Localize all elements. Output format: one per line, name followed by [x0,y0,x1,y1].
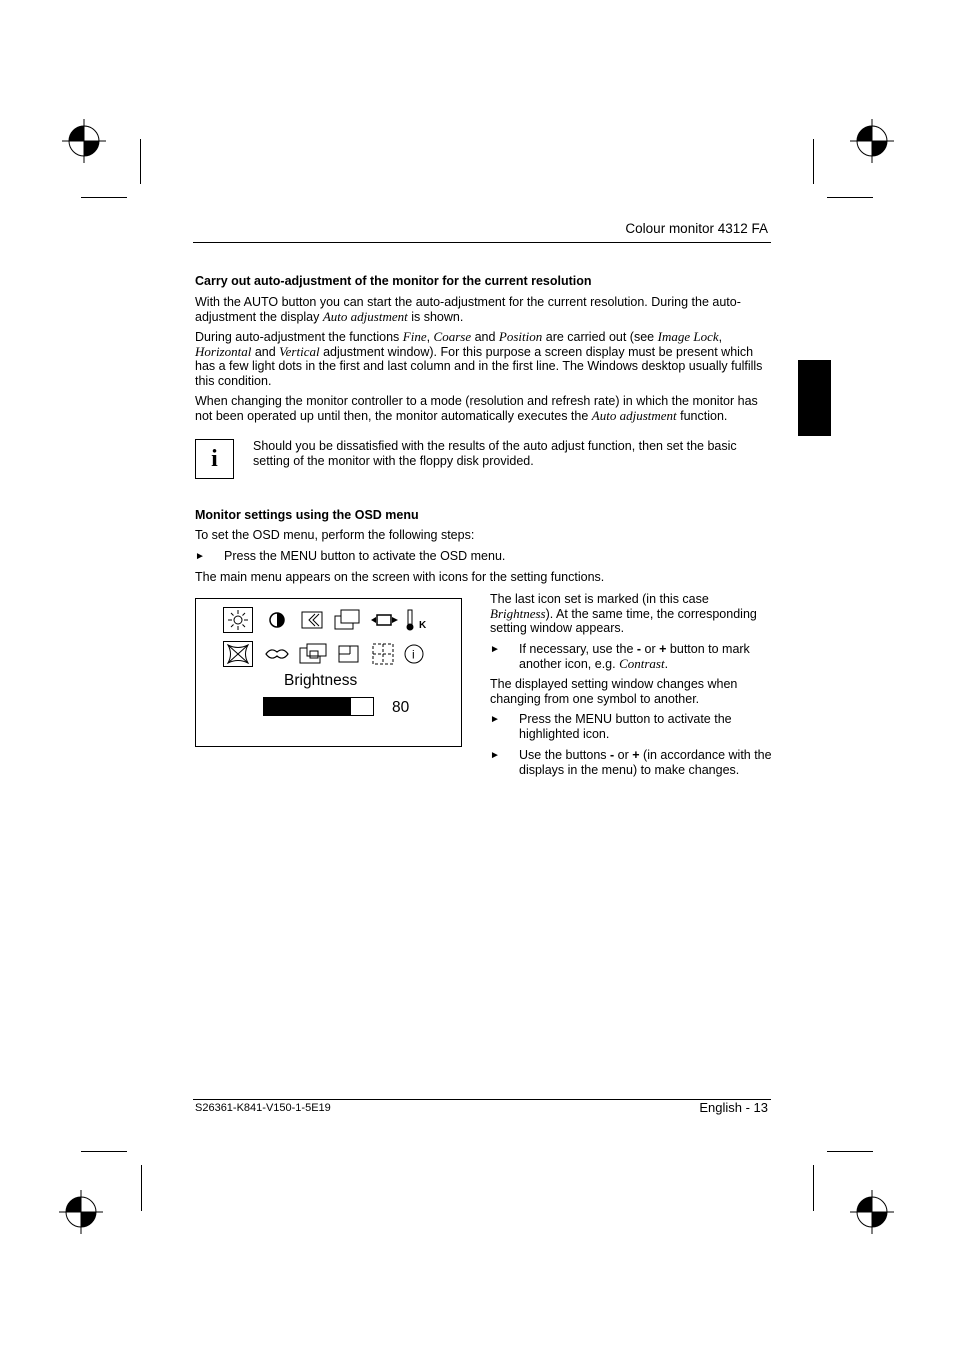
bullet-arrow-icon: ► [490,644,500,655]
osd-level-bar [263,697,374,716]
paragraph: When changing the monitor controller to a mode (resolution and refresh rate) in which the monitor has not been operated up until then, the monitor automatically executes the Auto adjustment function. [195,394,758,423]
step-item: Press the MENU button to activate the highlighted icon. [519,712,732,741]
info-note-text: Should you be dissatisfied with the results of the auto adjust function, then set the basic setting of the monitor with the floppy disk provided. [253,439,737,468]
geometry-icon [223,641,253,667]
position-icon [332,607,362,633]
osd-setting-value: 80 [392,699,410,716]
page-header-title: Colour monitor 4312 FA [625,221,768,236]
crop-mark [141,1165,142,1211]
paragraph: The last icon set is marked (in this case Brightness). At the same time, the corresponding setting window appears. [490,592,757,636]
registration-mark-icon [62,119,106,163]
bullet-arrow-icon: ► [195,551,205,562]
paragraph: The displayed setting window changes when changing from one symbol to another. [490,677,738,706]
footer-rule [193,1099,771,1100]
bullet-arrow-icon: ► [490,750,500,761]
registration-mark-icon [850,119,894,163]
svg-text:i: i [412,647,415,662]
osd-level-bar-fill [264,698,351,715]
contrast-icon [262,607,292,633]
crop-mark [81,197,127,198]
crop-mark [827,197,873,198]
information-icon [402,641,432,667]
crop-mark [813,1165,814,1211]
size-icon [298,641,328,667]
thumb-tab [798,360,831,436]
paragraph: During auto-adjustment the functions Fine, Coarse and Position are carried out (see Image Lock, Horizontal and Vertical adjustment window). For this purpose a screen display must be present which has a few light dots in the first and last column and in the first line. The Windows desktop usually fulfills this condition. [195,329,763,388]
step-item: Press the MENU button to activate the OSD menu. [224,549,506,563]
section-heading-auto-adjustment: Carry out auto-adjustment of the monitor for the current resolution [195,274,592,288]
crop-mark [140,139,141,184]
registration-mark-icon [850,1190,894,1234]
moire-icon [368,641,398,667]
degauss-icon [370,607,400,633]
crop-mark [813,139,814,184]
osd-setting-label: Brightness [284,672,358,689]
info-note-icon: i [195,439,234,479]
header-rule [193,242,771,243]
convergence-icon [262,641,292,667]
image-lock-icon [298,607,328,633]
crop-mark [827,1151,873,1152]
crop-mark [81,1151,127,1152]
step-item: Use the buttons - or + (in accordance with the displays in the menu) to make changes. [519,748,772,777]
registration-mark-icon [59,1190,103,1234]
page-number: English - 13 [699,1100,768,1115]
paragraph: To set the OSD menu, perform the following steps: [195,528,475,542]
document-code: S26361-K841-V150-1-5E19 [195,1102,331,1114]
colour-temperature-icon [404,607,434,633]
bullet-arrow-icon: ► [490,714,500,725]
svg-text:K: K [419,620,427,631]
paragraph: The main menu appears on the screen with icons for the setting functions. [195,570,605,584]
zoom-icon [334,641,364,667]
brightness-icon [223,607,253,633]
osd-menu-illustration [195,598,462,747]
paragraph: With the AUTO button you can start the auto-adjustment for the current resolution. During the auto-adjustment the display Auto adjustment is shown. [195,295,741,324]
step-item: If necessary, use the - or + button to mark another icon, e.g. Contrast. [519,642,750,671]
section-heading-osd-menu: Monitor settings using the OSD menu [195,508,419,522]
